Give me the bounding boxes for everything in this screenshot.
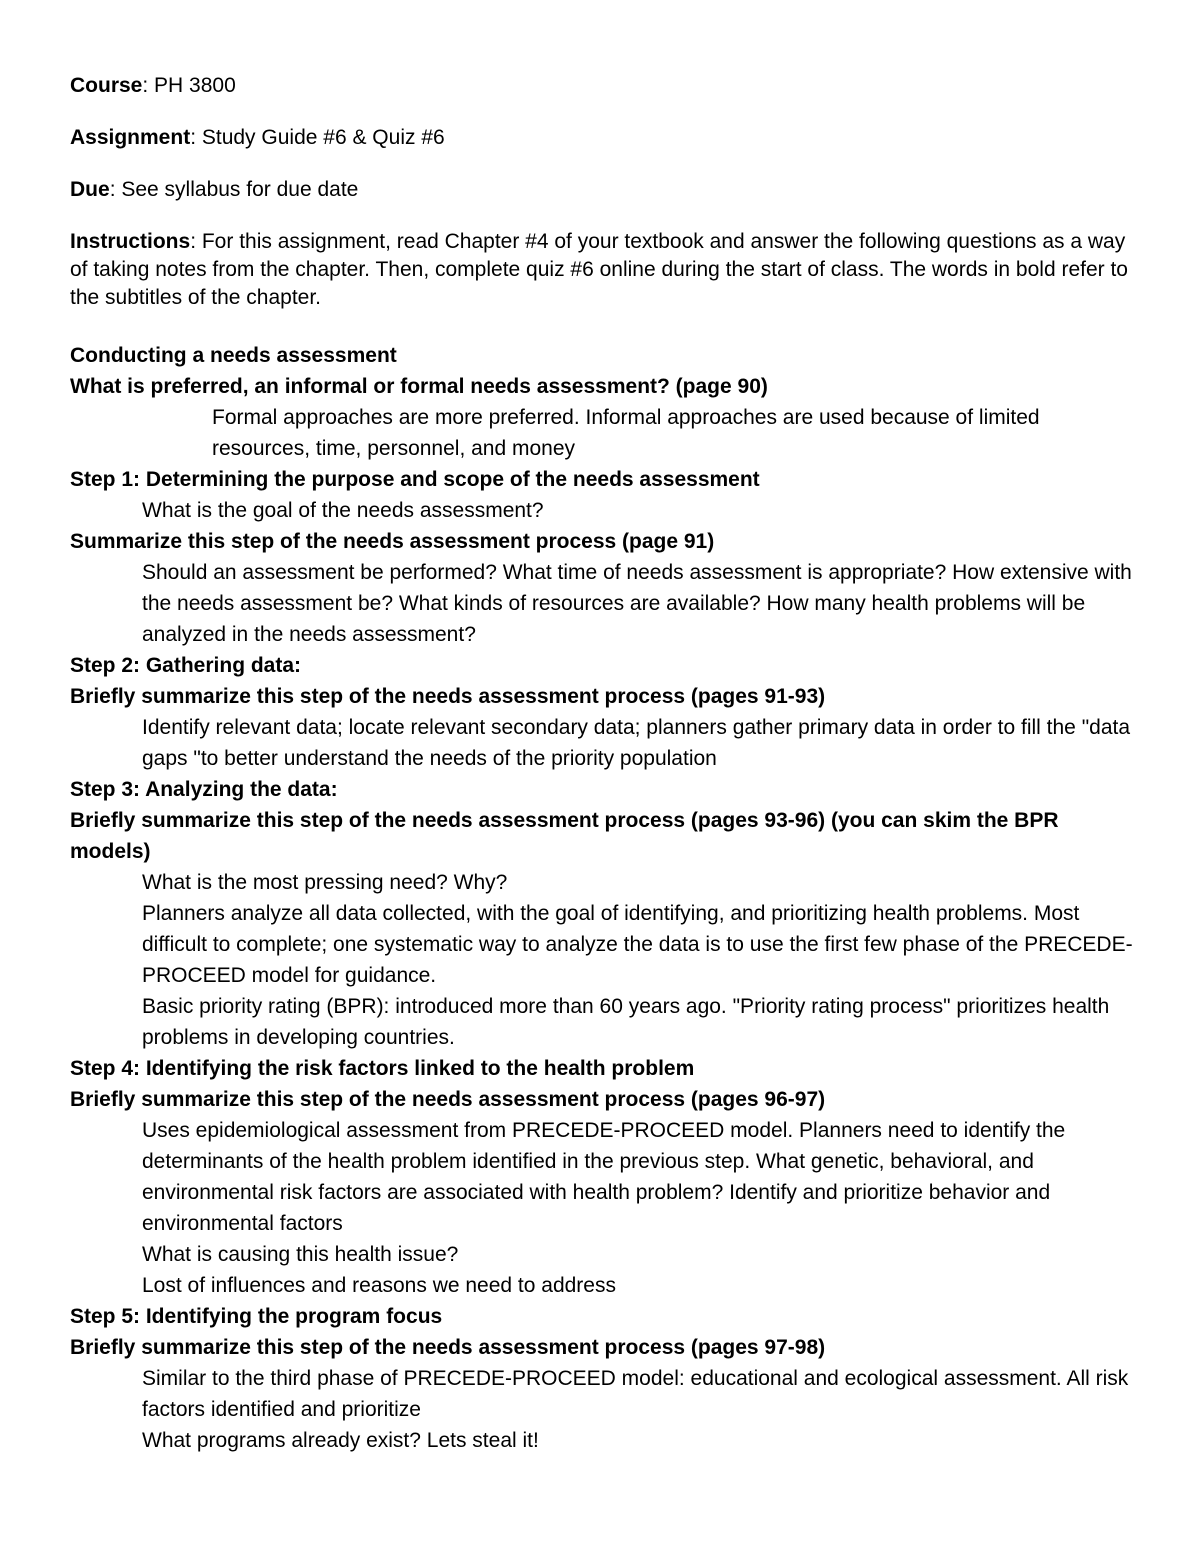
instructions-label: Instructions — [70, 230, 191, 253]
step1-answer: Should an assessment be performed? What time of needs assessment is appropriate? How extensive with the needs assessment be? What kinds of resources are available? How many health problems will be analyzed in the needs assessment? — [142, 561, 1132, 646]
due-label: Due — [70, 178, 110, 201]
step3-title: Step 3: Analyzing the data: — [70, 778, 338, 801]
step3-question: Briefly summarize this step of the needs assessment process (pages 93-96) (you can skim the BPR models) — [70, 809, 1059, 863]
step2-answer: Identify relevant data; locate relevant secondary data; planners gather primary data in order to fill the "data gaps "to better understand the needs of the priority population — [142, 716, 1131, 770]
course-line: Course: PH 3800 — [70, 74, 236, 97]
step4-answer-1: Uses epidemiological assessment from PRECEDE-PROCEED model. Planners need to identify the determinants of the health problem identified in the previous step. What genetic, behavioral, and environmental risk factors are associated with health problem? Identify and prioritize behavior and environmental factors — [142, 1119, 1066, 1235]
document-page — [70, 72, 1140, 1456]
step3-answer-1: What is the most pressing need? Why? — [142, 871, 508, 894]
answer-informal-formal: Formal approaches are more preferred. Informal approaches are used because of limited resources, time, personnel, and money — [212, 406, 1040, 460]
section-title: Conducting a needs assessment — [70, 344, 397, 367]
step5-question: Briefly summarize this step of the needs assessment process (pages 97-98) — [70, 1336, 826, 1359]
due-line: Due: See syllabus for due date — [70, 178, 359, 201]
assignment-label: Assignment — [70, 126, 191, 149]
step1-note: What is the goal of the needs assessment? — [142, 499, 544, 522]
step3-answer-3: Basic priority rating (BPR): introduced more than 60 years ago. "Priority rating process" prioritizes health problems in developing countries. — [142, 995, 1110, 1049]
course-value: PH 3800 — [154, 74, 236, 97]
due-value: See syllabus for due date — [121, 178, 359, 201]
step4-answer-2: What is causing this health issue? — [142, 1243, 459, 1266]
instructions-paragraph: Instructions: For this assignment, read Chapter #4 of your textbook and answer the following questions as a way of taking notes from the chapter. Then, complete quiz #6 online during the start of class. The words in bold refer to the subtitles of the chapter. — [70, 230, 1128, 309]
question-informal-formal: What is preferred, an informal or formal needs assessment? (page 90) — [70, 375, 768, 398]
step4-answer-3: Lost of influences and reasons we need to address — [142, 1274, 616, 1297]
step3-answer-2: Planners analyze all data collected, with the goal of identifying, and prioritizing health problems. Most difficult to complete; one systematic way to analyze the data is to use the first few phase of the PRECEDE-PROCEED model for guidance. — [142, 902, 1133, 987]
instructions-value: For this assignment, read Chapter #4 of your textbook and answer the following questions as a way of taking notes from the chapter. Then, complete quiz #6 online during the start of class. The words in bold refer to the subtitles of the chapter. — [70, 230, 1128, 309]
step2-question: Briefly summarize this step of the needs assessment process (pages 91-93) — [70, 685, 826, 708]
step1-title: Step 1: Determining the purpose and scope of the needs assessment — [70, 468, 760, 491]
step5-answer-1: Similar to the third phase of PRECEDE-PROCEED model: educational and ecological assessment. All risk factors identified and prioritize — [142, 1367, 1129, 1421]
step5-answer-2: What programs already exist? Lets steal it! — [142, 1429, 539, 1452]
assignment-line: Assignment: Study Guide #6 & Quiz #6 — [70, 126, 445, 149]
course-label: Course — [70, 74, 143, 97]
assignment-value: Study Guide #6 & Quiz #6 — [201, 126, 445, 149]
step1-question: Summarize this step of the needs assessment process (page 91) — [70, 530, 715, 553]
step4-title: Step 4: Identifying the risk factors linked to the health problem — [70, 1057, 695, 1080]
step2-title: Step 2: Gathering data: — [70, 654, 302, 677]
step5-title: Step 5: Identifying the program focus — [70, 1305, 443, 1328]
step4-question: Briefly summarize this step of the needs assessment process (pages 96-97) — [70, 1088, 826, 1111]
